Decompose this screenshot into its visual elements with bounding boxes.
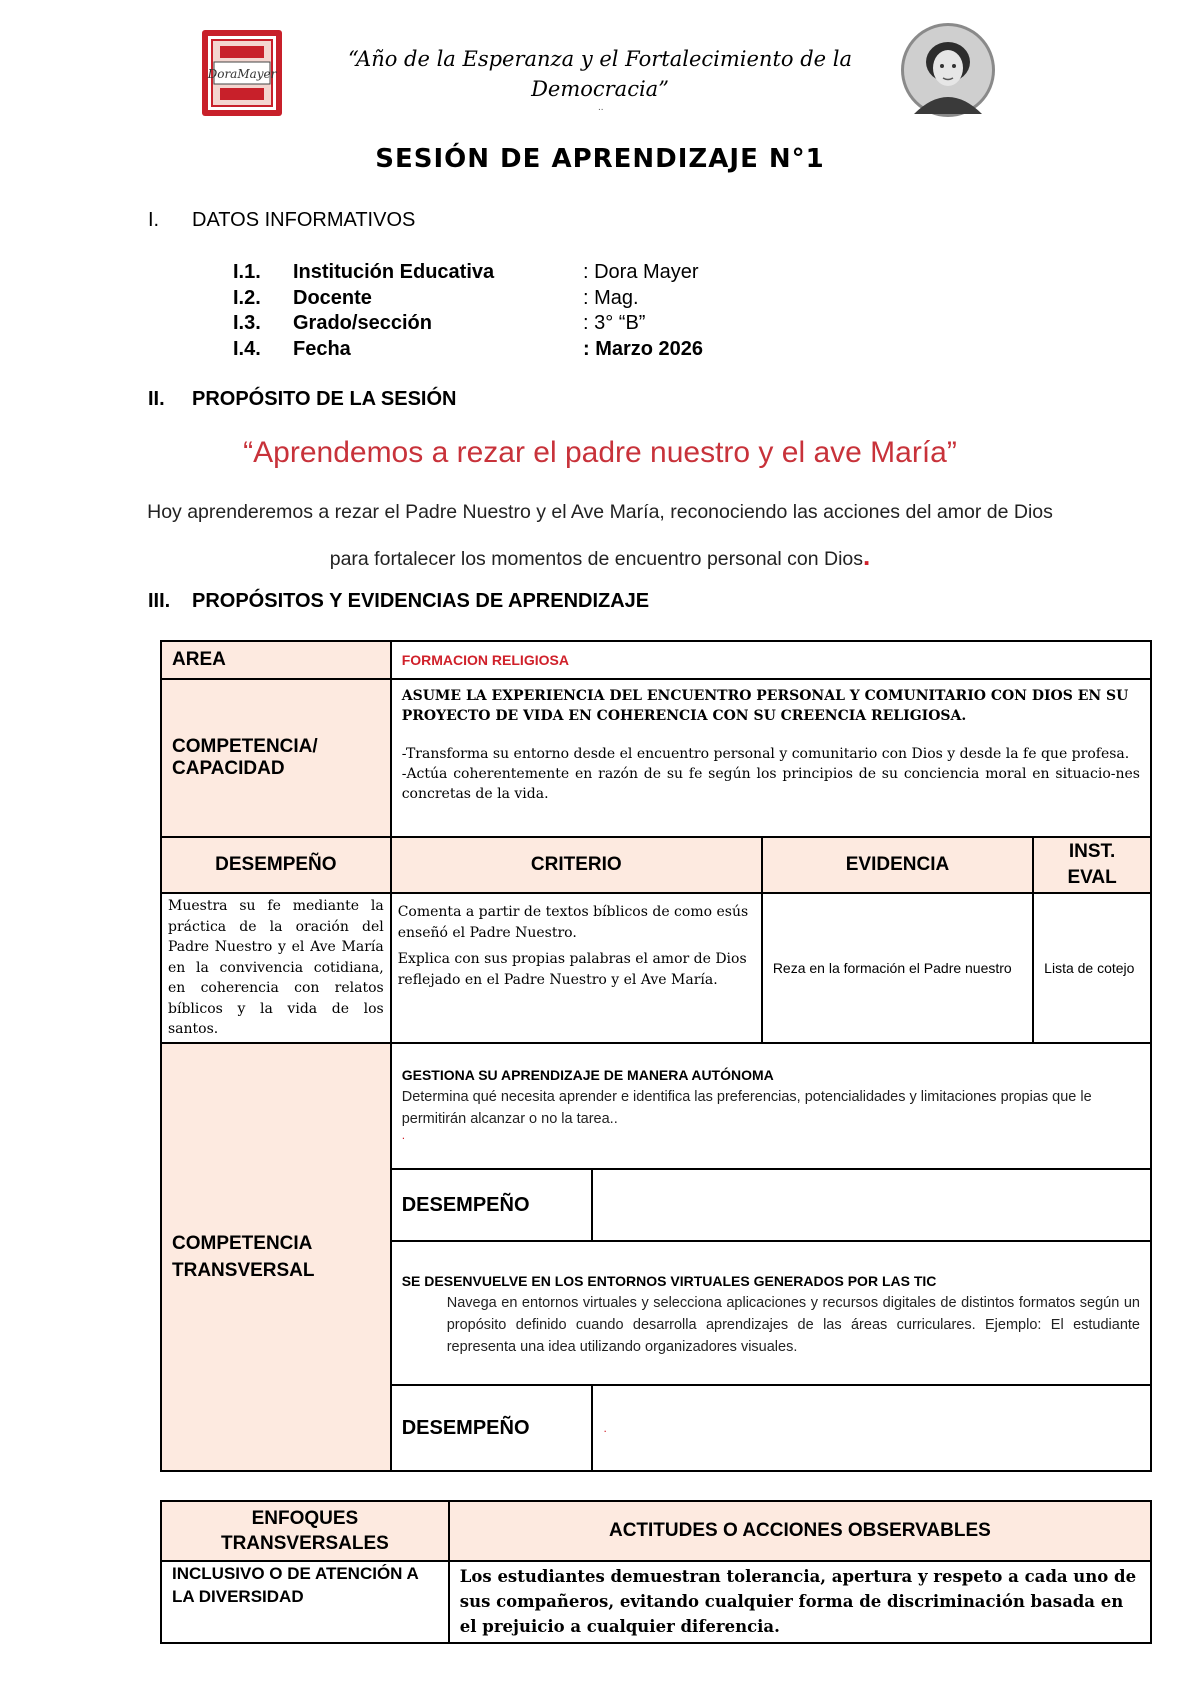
transversal-1-cell — [391, 1043, 1151, 1169]
desempeno-label-2: DESEMPEÑO — [391, 1385, 593, 1471]
section-3-number: III. — [148, 590, 171, 612]
section-1-title: DATOS INFORMATIVOS — [192, 209, 416, 231]
info-label: Docente — [293, 287, 372, 309]
col-actitudes: ACTITUDES O ACCIONES OBSERVABLES — [449, 1501, 1151, 1561]
col-desempeno: DESEMPEÑO — [161, 837, 391, 893]
info-value: : 3° “B” — [583, 312, 646, 334]
info-value: : Dora Mayer — [583, 261, 699, 283]
section-1-heading — [148, 209, 415, 232]
info-num: I.3. — [233, 312, 261, 334]
section-1-number: I. — [148, 209, 160, 231]
trans1-mark: . — [401, 1128, 406, 1142]
info-label: Grado/sección — [293, 312, 432, 334]
school-logo — [200, 28, 284, 118]
criterio-2: Explica con sus propias palabras el amor de Dios reflejado en el Padre Nuestro y el Ave María. — [397, 951, 747, 988]
competencia-row — [161, 679, 1151, 837]
competencia-label: COMPETENCIA/ CAPACIDAD — [161, 679, 391, 837]
section-2-number: II. — [148, 388, 165, 410]
evidence-table — [160, 640, 1152, 1472]
motto-mark: .. — [598, 102, 604, 113]
transversal-2-cell — [391, 1241, 1151, 1385]
motto: “Año de la Esperanza y el Fortalecimiento de la Democracia” — [348, 47, 852, 101]
purpose-text — [140, 490, 1060, 581]
competencia-cell — [391, 679, 1151, 837]
col-enfoques: ENFOQUES TRANSVERSALES — [161, 1501, 449, 1561]
info-num: I.2. — [233, 287, 261, 309]
info-num: I.1. — [233, 261, 261, 283]
col-inst-eval: INST. EVAL — [1033, 837, 1151, 893]
capacidad-1: -Transforma su entorno desde el encuentro personal y comunitario con Dios y desde la fe que profesa. — [401, 746, 1130, 762]
info-value: : Marzo 2026 — [583, 338, 704, 360]
page-title: SESIÓN DE APRENDIZAJE N°1 — [375, 144, 825, 174]
info-label: Fecha — [293, 338, 351, 360]
criterio-cell — [391, 893, 762, 1043]
desempeno-text: Muestra su fe mediante la práctica de la oración del Padre Nuestro y el Ave María en la convivencia cotidiana, en coherencia con relatos bíblicos y la vida de los santos. — [161, 893, 391, 1043]
section-2-title: PROPÓSITO DE LA SESIÓN — [192, 388, 457, 410]
evidencia-text: Reza en la formación el Padre nuestro — [762, 893, 1033, 1043]
competencia-title: ASUME LA EXPERIENCIA DEL ENCUENTRO PERSONAL Y COMUNITARIO CON DIOS EN SU PROYECTO DE VIDA EN COHERENCIA CON SU CREENCIA RELIGIOSA. — [401, 688, 1129, 724]
info-value: : Mag. — [583, 287, 639, 309]
info-label: Institución Educativa — [293, 261, 495, 283]
enfoque-text: Los estudiantes demuestran tolerancia, apertura y respeto a cada uno de sus compañeros, evitando cualquier forma de discriminación basada en el prejuicio a cualquier diferencia. — [449, 1561, 1151, 1643]
trans2-title: SE DESENVUELVE EN LOS ENTORNOS VIRTUALES GENERADOS POR LAS TIC — [401, 1273, 937, 1289]
criterio-1: Comenta a partir de textos bíblicos de como esús enseñó el Padre Nuestro. — [397, 904, 749, 941]
purpose-body: Hoy aprenderemos a rezar el Padre Nuestro y el Ave María, reconociendo las acciones del amor de Dios para fortalecer los momentos de encuentro personal con Dios — [147, 501, 1053, 570]
transversal-row-1 — [161, 1043, 1151, 1169]
enfoque-row — [161, 1561, 1151, 1643]
enfoque-label: INCLUSIVO O DE ATENCIÓN A LA DIVERSIDAD — [161, 1561, 449, 1643]
trans2-text: Navega en entornos virtuales y selecciona aplicaciones y recursos digitales de distintos formatos según un propósito definido cuando desarrolla aprendizajes de las áreas curriculares. Ejemplo: El estudiante representa una idea utilizando organizadores visuales. — [446, 1295, 1140, 1355]
desempeno-value-1 — [592, 1169, 1151, 1241]
capacidad-2: -Actúa coherentemente en razón de su fe según los principios de su conciencia moral en situacio-nes concretas de la vida. — [401, 766, 1140, 802]
portrait-photo — [900, 22, 996, 118]
info-num: I.4. — [233, 338, 261, 360]
section-2-heading — [148, 388, 457, 411]
trans1-text: Determina qué necesita aprender e identifica las preferencias, potencialidades y limitaciones propias que le permitirán alcanzar o no la tarea.. — [401, 1089, 1092, 1127]
enfoques-table — [160, 1500, 1152, 1644]
section-3-heading — [148, 590, 649, 613]
col-criterio: CRITERIO — [391, 837, 762, 893]
trans1-title: GESTIONA SU APRENDIZAJE DE MANERA AUTÓNOMA — [401, 1067, 774, 1083]
desempeno-label-1: DESEMPEÑO — [391, 1169, 593, 1241]
area-label: AREA — [161, 641, 391, 679]
desempeno-row — [161, 893, 1151, 1043]
area-row — [161, 641, 1151, 679]
enfoques-header-row — [161, 1501, 1151, 1561]
transversal-label: COMPETENCIA TRANSVERSAL — [161, 1043, 391, 1471]
desempeno-mark-2: . — [592, 1385, 1151, 1471]
columns-header-row — [161, 837, 1151, 893]
col-evidencia: EVIDENCIA — [762, 837, 1033, 893]
area-value: FORMACION RELIGIOSA — [391, 641, 1151, 679]
section-3-title: PROPÓSITOS Y EVIDENCIAS DE APRENDIZAJE — [192, 590, 650, 612]
purpose-title: “Aprendemos a rezar el padre nuestro y el ave María” — [243, 436, 957, 469]
logo-text: DoraMayer — [207, 67, 277, 81]
purpose-end-mark: . — [863, 541, 871, 571]
inst-eval-text: Lista de cotejo — [1033, 893, 1151, 1043]
